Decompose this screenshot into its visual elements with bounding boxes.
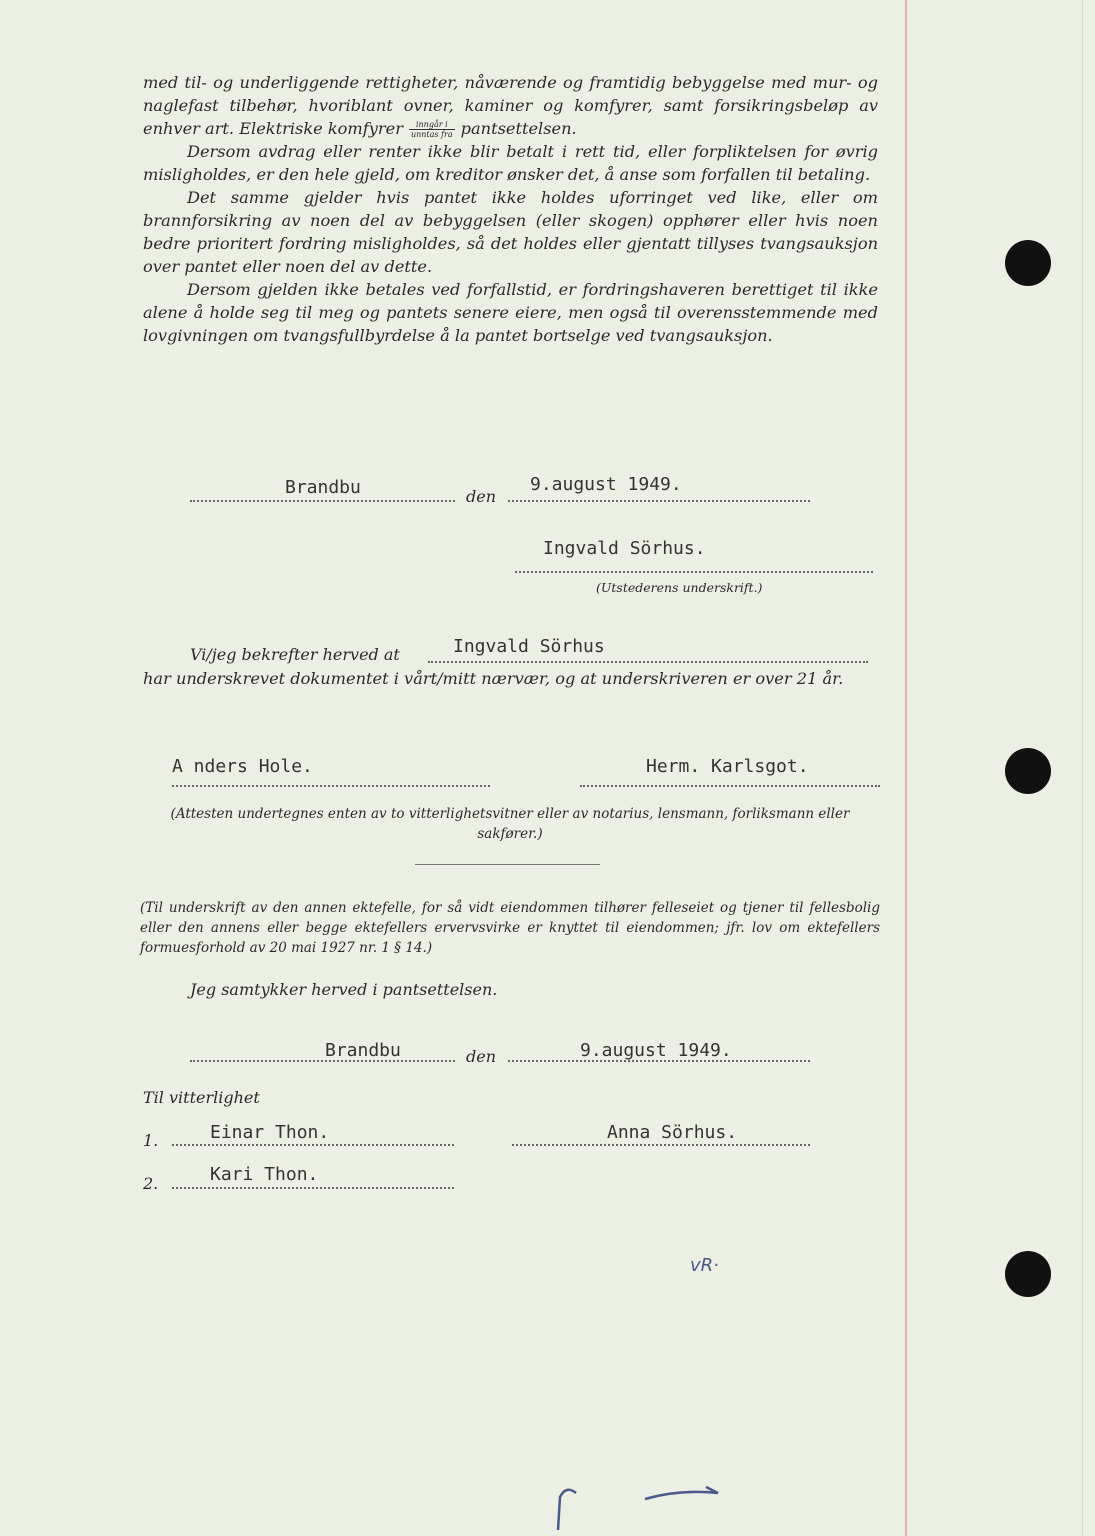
section-divider [415, 864, 600, 865]
place-1: Brandbu [285, 477, 361, 498]
paragraph-4: Dersom gjelden ikke betales ved forfallstid, er fordringshaveren berettiget til ikke alene å holde seg til meg og pantets senere eiere, men også til overensstemmende med lovgivningen om tvangsfullbyrdelse å la pantet bortselge ved tvangsauksjon. [143, 280, 878, 345]
spouse-signature-line [512, 1144, 810, 1146]
date-line-1 [508, 500, 810, 502]
den-label-2: den [466, 1047, 497, 1066]
witness-line-left [172, 785, 490, 787]
confirmation-name-line [428, 661, 868, 663]
witness-1-line [172, 1144, 454, 1146]
witness-line-right [580, 785, 880, 787]
witness-number-2: 2. [143, 1174, 159, 1193]
witness-heading: Til vitterlighet [143, 1088, 260, 1107]
witness-number-1: 1. [143, 1131, 159, 1150]
date-1: 9.august 1949. [530, 474, 682, 495]
den-label-1: den [466, 487, 497, 506]
place-line-2 [190, 1060, 455, 1062]
date-2: 9.august 1949. [580, 1040, 732, 1061]
legal-text [143, 71, 878, 347]
paragraph-1: med til- og underliggende rettigheter, nåværende og framtidig bebyggelse med mur- og naglefast tilbehør, hvoriblant ovner, kaminer og komfyrer, samt forsikringsbeløp av enhver art. Elektriske komfyrer $\frac{\text{inngår i}}{\text{unntas fra}}$ pantsettelsen. [143, 73, 878, 139]
binder-hole-middle [1005, 748, 1051, 794]
handwritten-annotation: vR· [690, 1255, 719, 1276]
binder-hole-bottom [1005, 1251, 1051, 1297]
red-margin-line [905, 0, 907, 1536]
issuer-caption: (Utstederens underskrift.) [596, 580, 763, 595]
confirmation-name: Ingvald Sörhus [453, 636, 605, 657]
included-excluded-fraction: $\frac{\text{inngår i}}{\text{unntas fra}}$ [410, 120, 453, 139]
pen-stroke-2 [645, 1487, 718, 1499]
issuer-name: Ingvald Sörhus. [543, 538, 706, 559]
edge-line [1082, 0, 1083, 1536]
witness-2-name: Kari Thon. [210, 1164, 319, 1185]
paragraph-3: Det samme gjelder hvis pantet ikke holdes uforringet ved like, eller om brannforsikring av noen del av bebyggelsen (eller skogen) opphører eller hvis noen bedre prioritert fordring misligholdes, så det holdes eller gjentatt tillyses tvangsauksjon over pantet eller noen del av dette. [143, 188, 878, 276]
attest-note: (Attesten undertegnes enten av to vitterlighetsvitner eller av notarius, lensmann, forliksmann eller sakfører.) [170, 806, 850, 842]
paragraph-2: Dersom avdrag eller renter ikke blir betalt i rett tid, eller forpliktelsen for øvrig misligholdes, er den hele gjeld, om kreditor ønsker det, å anse som forfallen til betaling. [143, 142, 878, 184]
issuer-signature-line [515, 571, 873, 573]
place-2: Brandbu [325, 1040, 401, 1061]
pen-marks [540, 1475, 740, 1535]
witness-right: Herm. Karlsgot. [646, 756, 809, 777]
witness-left: A nders Hole. [172, 756, 313, 777]
witness-2-line [172, 1187, 454, 1189]
witness-1-name: Einar Thon. [210, 1122, 330, 1143]
consent-text: Jeg samtykker herved i pantsettelsen. [190, 980, 498, 999]
confirmation-lead: Vi/jeg bekrefter herved at [190, 645, 400, 664]
pen-stroke-1 [558, 1490, 576, 1530]
place-line-1 [190, 500, 455, 502]
spouse-note: (Til underskrift av den annen ektefelle, for så vidt eiendommen tilhører felleseiet og tjener til fellesbolig eller den annens eller begge ektefellers ervervsvirke er knyttet til eiendommen; jfr. lov om ektefellers formuesforhold av 20 mai 1927 nr. 1 § 14.) [140, 900, 880, 956]
spouse-signature: Anna Sörhus. [607, 1122, 738, 1143]
binder-hole-top [1005, 240, 1051, 286]
confirmation-rest: har underskrevet dokumentet i vårt/mitt nærvær, og at underskriveren er over 21 år. [143, 669, 844, 688]
